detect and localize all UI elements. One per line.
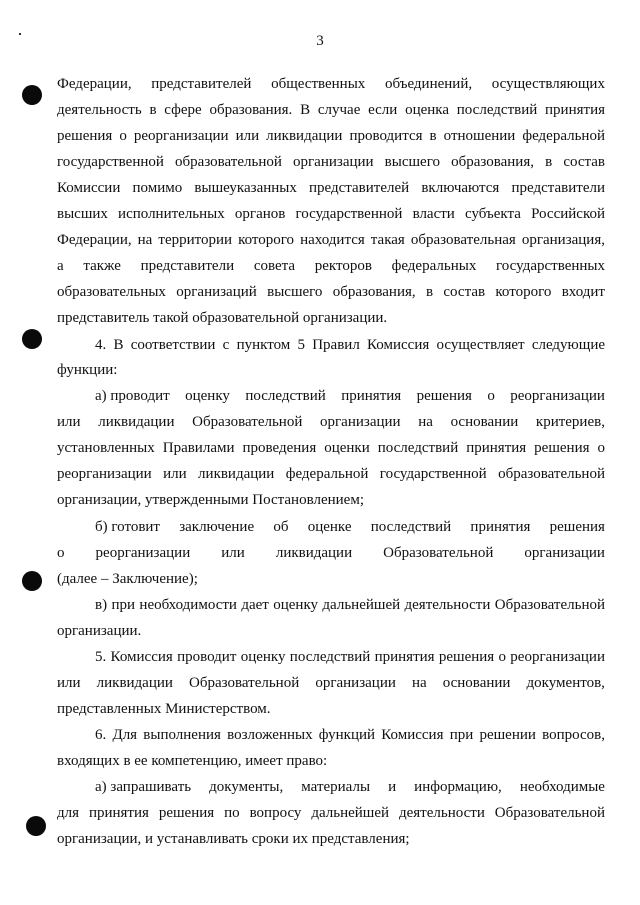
text-line: входящих в ее компетенцию, имеет право: — [57, 753, 328, 769]
text-line — [57, 674, 605, 692]
text-line: 6. Для выполнения возложенных функций Комиссия при решении вопросов, — [95, 727, 605, 743]
text-line: представитель такой образовательной организации. — [57, 310, 388, 326]
text-word: основании — [442, 675, 511, 691]
text-line: 4. В соответствии с пунктом 5 Правил Комиссия осуществляет следующие — [95, 337, 605, 353]
text-word: необходимые — [519, 779, 605, 795]
text-word: реорганизации — [95, 545, 191, 561]
text-word: документов, — [526, 675, 605, 691]
text-line: Федерации, на территории которого находится такая образовательная организация, — [57, 232, 605, 248]
text-word: организации — [524, 545, 605, 561]
text-word: принятия — [470, 519, 531, 535]
punch-hole — [22, 571, 42, 591]
text-word: решения — [549, 519, 605, 535]
text-word: оценке — [307, 519, 352, 535]
text-word: а — [57, 258, 64, 274]
text-word: о — [57, 545, 65, 561]
text-word: последствий — [370, 519, 452, 535]
text-line — [95, 778, 605, 796]
text-line — [95, 387, 605, 405]
text-word: на — [411, 675, 427, 691]
text-line: в) при необходимости дает оценку дальнейшей деятельности Образовательной — [95, 597, 605, 613]
text-word: Образовательной — [383, 545, 494, 561]
text-word: или — [57, 414, 81, 430]
text-word: общественных — [271, 76, 366, 92]
text-word: на — [418, 414, 433, 430]
text-line: организации, утвержденными Постановлением; — [57, 492, 364, 508]
text-word: а) запрашивать — [95, 779, 192, 795]
text-word: ликвидации — [275, 545, 353, 561]
text-line: государственной образовательной организации высшего образования, в состав — [57, 154, 605, 170]
text-word: федеральных — [391, 258, 477, 274]
scan-speck — [19, 33, 21, 35]
text-word: материалы — [301, 779, 371, 795]
text-line: 5. Комиссия проводит оценку последствий принятия решения о реорганизации — [95, 649, 605, 665]
text-word: критериев, — [535, 414, 605, 430]
text-line — [95, 518, 605, 536]
text-word: ликвидации — [98, 414, 175, 430]
text-word: документы, — [209, 779, 284, 795]
text-line: решения о реорганизации или ликвидации проводится в отношении федеральной — [57, 128, 605, 144]
text-line: высших исполнительных органов государственной власти субъекта Российской — [57, 206, 605, 222]
text-word: государственных — [496, 258, 605, 274]
text-line — [57, 544, 605, 562]
text-word: также — [83, 258, 121, 274]
text-word: Федерации, — [57, 76, 132, 92]
punch-hole — [22, 329, 42, 349]
text-word: представителей — [151, 76, 252, 92]
page-number: 3 — [316, 33, 324, 49]
text-word: совета — [253, 258, 296, 274]
text-word: об — [273, 519, 289, 535]
text-word: реорганизации — [510, 388, 605, 404]
text-word: последствий — [245, 388, 326, 404]
text-word: заключение — [179, 519, 255, 535]
text-line: организации, и устанавливать сроки их представления; — [57, 831, 410, 847]
text-word: организации — [315, 675, 396, 691]
text-word: осуществляющих — [491, 76, 605, 92]
text-line: для принятия решения по вопросу дальнейшей деятельности Образовательной — [57, 805, 605, 821]
text-word: представители — [140, 258, 235, 274]
text-word: или — [221, 545, 245, 561]
text-line: Комиссии помимо вышеуказанных представителей включаются представители — [57, 180, 605, 196]
text-word: Образовательной — [192, 414, 303, 430]
text-word: организации — [320, 414, 401, 430]
text-word: о — [487, 388, 495, 404]
text-word: оценку — [185, 388, 230, 404]
text-word: информацию, — [414, 779, 502, 795]
text-word: основании — [450, 414, 519, 430]
text-word: или — [57, 675, 81, 691]
text-word: объединений, — [384, 76, 473, 92]
punch-hole — [22, 85, 42, 105]
text-word: принятия — [341, 388, 402, 404]
punch-hole — [26, 816, 46, 836]
text-line — [57, 257, 605, 275]
text-word: а) проводит — [95, 388, 170, 404]
text-word: ректоров — [314, 258, 372, 274]
text-line: реорганизации или ликвидации федеральной государственной образовательной — [57, 466, 605, 482]
text-line: организации. — [57, 623, 142, 639]
text-line: образовательных организаций высшего образования, в состав которого входит — [57, 284, 605, 300]
text-line — [57, 413, 605, 431]
text-word: ликвидации — [96, 675, 173, 691]
text-word: и — [388, 779, 397, 795]
text-line: деятельность в сфере образования. В случае если оценка последствий принятия — [57, 102, 605, 118]
text-line: установленных Правилами проведения оценки последствий принятия решения о — [57, 440, 605, 456]
text-word: решения — [416, 388, 472, 404]
text-word: Образовательной — [189, 675, 300, 691]
text-line: представленных Министерством. — [57, 701, 271, 717]
text-line: (далее – Заключение); — [57, 571, 198, 587]
text-line: функции: — [57, 362, 118, 378]
text-line — [57, 75, 605, 93]
text-word: б) готовит — [95, 519, 160, 535]
